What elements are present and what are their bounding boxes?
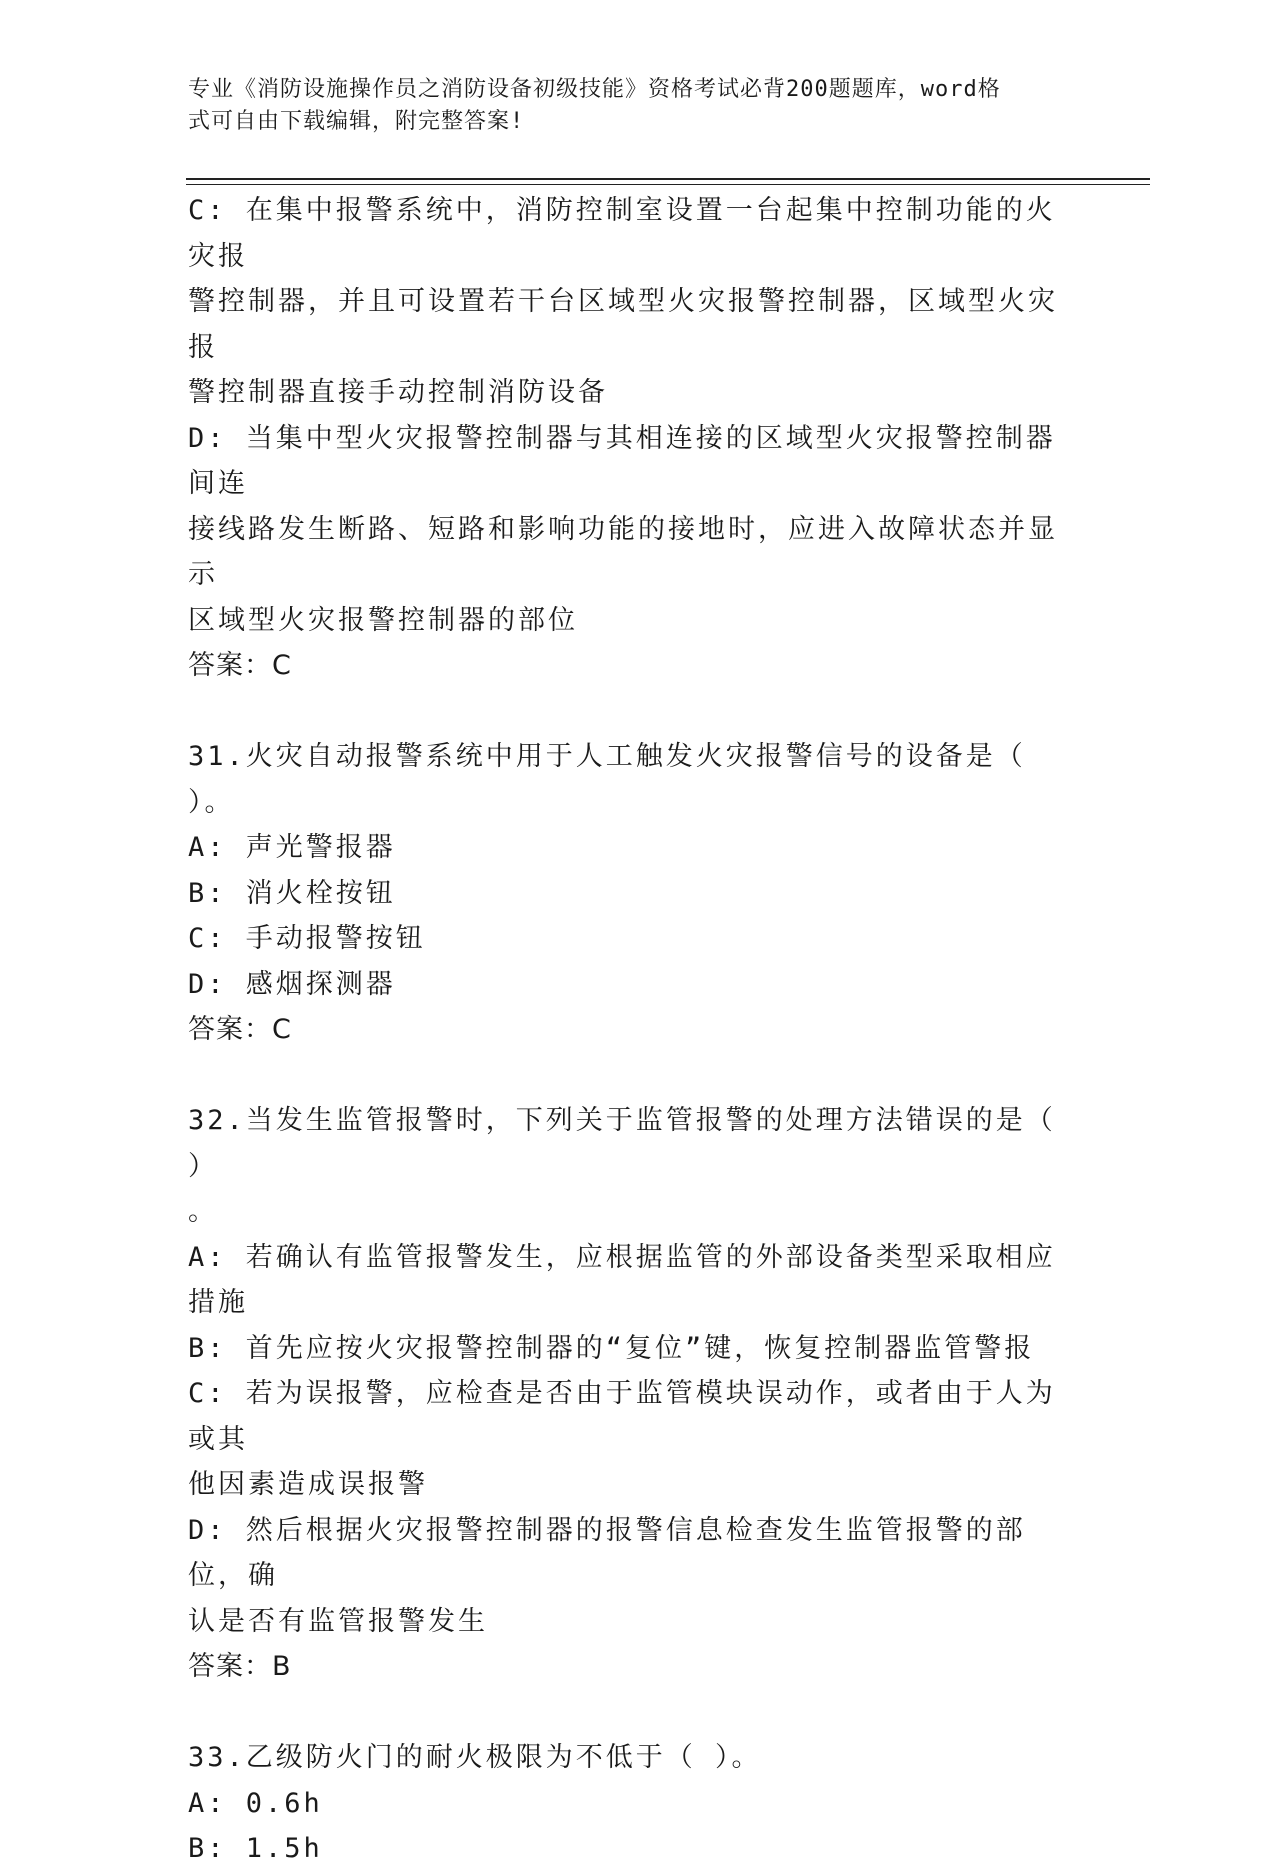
question-33 [188, 1735, 1078, 1872]
q30-option-d-line-2: 接线路发生断路、短路和影响功能的接地时，应进入故障状态并显示 [188, 513, 1058, 590]
q32-answer: 答案：B [188, 1651, 292, 1682]
header-line-1: 专业《消防设施操作员之消防设备初级技能》资格考试必背200题题库，word格 [188, 77, 1001, 102]
spacer [188, 1690, 1078, 1736]
q30-option-c-line-1: C: 在集中报警系统中，消防控制室设置一台起集中控制功能的火灾报 [188, 195, 1056, 272]
q32-option-d-line-1: D: 然后根据火灾报警控制器的报警信息检查发生监管报警的部位，确 [188, 1514, 1026, 1591]
question-32 [188, 1098, 1078, 1690]
q33-option-a: A: 0.6h [188, 1787, 323, 1819]
q33-option-b: B: 1.5h [188, 1833, 323, 1864]
q32-option-c-line-1: C: 若为误报警，应检查是否由于监管模块误动作，或者由于人为或其 [188, 1378, 1056, 1455]
q30-option-c-line-3: 警控制器直接手动控制消防设备 [188, 377, 608, 408]
q32-option-d-line-2: 认是否有监管报警发生 [188, 1605, 488, 1637]
q31-option-c: C: 手动报警按钮 [188, 923, 426, 954]
spacer [188, 689, 1078, 735]
q32-option-b: B: 首先应按火灾报警控制器的“复位”键，恢复控制器监管警报 [188, 1332, 1035, 1364]
q31-option-a: A: 声光警报器 [188, 832, 396, 863]
q30-option-c-line-2: 警控制器，并且可设置若干台区域型火灾报警控制器，区域型火灾报 [188, 286, 1058, 363]
q33-question: 33.乙级防火门的耐火极限为不低于（ ）。 [188, 1742, 762, 1773]
q32-question-line-2: 。 [188, 1196, 218, 1227]
q32-question-line-1: 32.当发生监管报警时，下列关于监管报警的处理方法错误的是（ ） [188, 1105, 1056, 1182]
header-rule-thick [186, 178, 1150, 180]
q30-option-d-line-3: 区域型火灾报警控制器的部位 [188, 604, 578, 636]
q31-question: 31.火灾自动报警系统中用于人工触发火灾报警信号的设备是（ ）。 [188, 741, 1026, 818]
q32-option-a: A: 若确认有监管报警发生，应根据监管的外部设备类型采取相应措施 [188, 1241, 1056, 1318]
header-rule-thin [186, 184, 1150, 185]
q32-option-c-line-2: 他因素造成误报警 [188, 1469, 428, 1500]
document-header [188, 74, 1068, 138]
question-content [188, 188, 1078, 1872]
header-line-2: 式可自由下载编辑，附完整答案! [188, 109, 525, 134]
spacer [188, 1053, 1078, 1099]
q31-answer: 答案：C [188, 1014, 292, 1045]
q31-option-b: B: 消火栓按钮 [188, 877, 396, 909]
question-31 [188, 734, 1078, 1053]
q30-answer: 答案：C [188, 650, 292, 681]
q30-option-d-line-1: D: 当集中型火灾报警控制器与其相连接的区域型火灾报警控制器间连 [188, 422, 1056, 499]
q31-option-d: D: 感烟探测器 [188, 968, 396, 1000]
question-30 [188, 188, 1078, 689]
